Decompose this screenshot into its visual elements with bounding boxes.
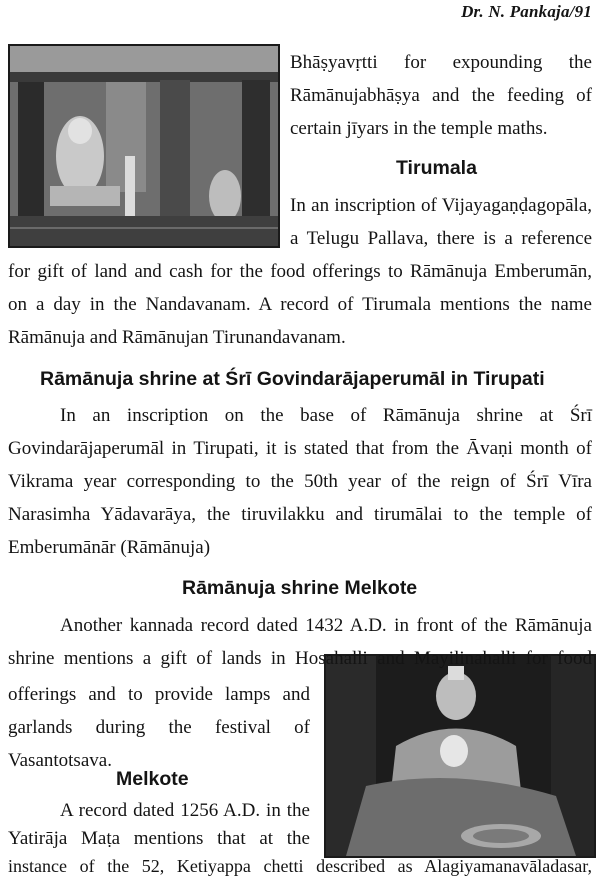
p1-line-3: certain jīyars in the temple maths. [290,118,548,139]
p3-line-2: Govindarājaperumāl in Tirupati, it is stated that from the Āvaṇi month of [8,438,592,459]
p3-line-4: Narasimha Yādavarāya, the tiruvilakku and tirumālai to the temple of [8,504,592,525]
p1-line-1: Bhāṣyavṛtti for expounding the [290,52,592,73]
running-head: Dr. N. Pankaja/91 [461,2,592,21]
p2-line-1: In an inscription of Vijayagaṇḍagopāla, [290,195,592,216]
p2-line-4: on a day in the Nandavanam. A record of Tirumala mentions the name [8,294,592,315]
ramanuja-idol-photo [324,654,596,858]
p5-line-1: A record dated 1256 A.D. in the [60,800,310,821]
heading-govindaraja-shrine: Rāmānuja shrine at Śrī Govindarājaperumāl in Tirupati [40,368,545,390]
temple-interior-photo [8,44,280,248]
p5-line-2: Yatirāja Maṭa mentions that at the [8,828,310,849]
p4-line-4: garlands during the festival of [8,717,310,738]
p3-line-5: Emberumānār (Rāmānuja) [8,537,211,558]
heading-melkote: Melkote [116,768,189,790]
p4-line-3: offerings and to provide lamps and [8,684,310,705]
heading-tirumala: Tirumala [396,157,477,179]
p3-line-3: Vikrama year corresponding to the 50th year of the reign of Śrī Vīra [8,471,592,492]
heading-melkote-shrine: Rāmānuja shrine Melkote [182,577,418,599]
p2-line-5: Rāmānuja and Rāmānujan Tirunandavanam. [8,327,346,348]
p4-line-2: shrine mentions a gift of lands in Hosahalli and Mayilinahalli for food [8,648,592,669]
p4-line-5: Vasantotsava. [8,750,112,771]
p3-line-1: In an inscription on the base of Rāmānuja shrine at Śrī [60,405,592,426]
p2-line-3: for gift of land and cash for the food offerings to Rāmānuja Emberumān, [8,261,592,282]
p5-line-3: instance of the 52, Ketiyappa chetti described as Alagiyamanavāladasar, [8,856,592,876]
p2-line-2: a Telugu Pallava, there is a reference [290,228,592,249]
p1-line-2: Rāmānujabhāṣya and the feeding of [290,85,592,106]
p4-line-1: Another kannada record dated 1432 A.D. in front of the Rāmānuja [60,615,592,636]
